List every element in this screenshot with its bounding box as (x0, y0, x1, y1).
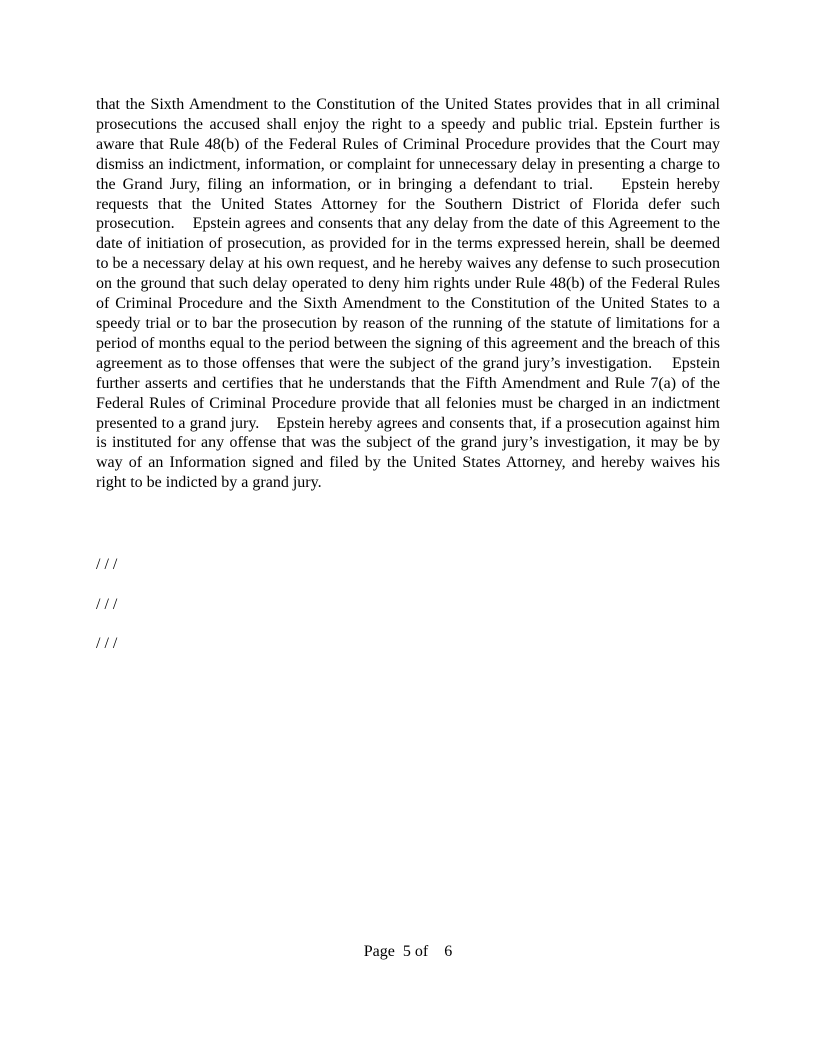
section-break-mark-3: / / / (96, 635, 118, 652)
section-break-mark-2: / / / (96, 596, 118, 613)
body-paragraph: that the Sixth Amendment to the Constitution of the United States provides that in all criminal prosecutions the accused shall enjoy the right to a speedy and public trial. Epstein further is aware that Rule 48(b) of the Federal Rules of Criminal Procedure provides that the Court may dismiss an indictment, information, or complaint for unnecessary delay in presenting a charge to the Grand Jury, filing an information, or in bringing a defendant to trial. Epstein hereby requests that the United States Attorney for the Southern District of Florida defer such prosecution. Epstein agrees and consents that any delay from the date of this Agreement to the date of initiation of prosecution, as provided for in the terms expressed herein, shall be deemed to be a necessary delay at his own request, and he hereby waives any defense to such prosecution on the ground that such delay operated to deny him rights under Rule 48(b) of the Federal Rules of Criminal Procedure and the Sixth Amendment to the Constitution of the United States to a speedy trial or to bar the prosecution by reason of the running of the statute of limitations for a period of months equal to the period between the signing of this agreement and the breach of this agreement as to those offenses that were the subject of the grand jury’s investigation. Epstein further asserts and certifies that he understands that the Fifth Amendment and Rule 7(a) of the Federal Rules of Criminal Procedure provide that all felonies must be charged in an indictment presented to a grand jury. Epstein hereby agrees and consents that, if a prosecution against him is instituted for any offense that was the subject of the grand jury’s investigation, it may be by way of an Information signed and filed by the United States Attorney, and hereby waives his right to be indicted by a grand jury. (96, 96, 720, 492)
section-break-mark-1: / / / (96, 556, 118, 573)
body-text (96, 95, 720, 493)
page-number-footer: Page 5 of 6 (363, 943, 453, 960)
